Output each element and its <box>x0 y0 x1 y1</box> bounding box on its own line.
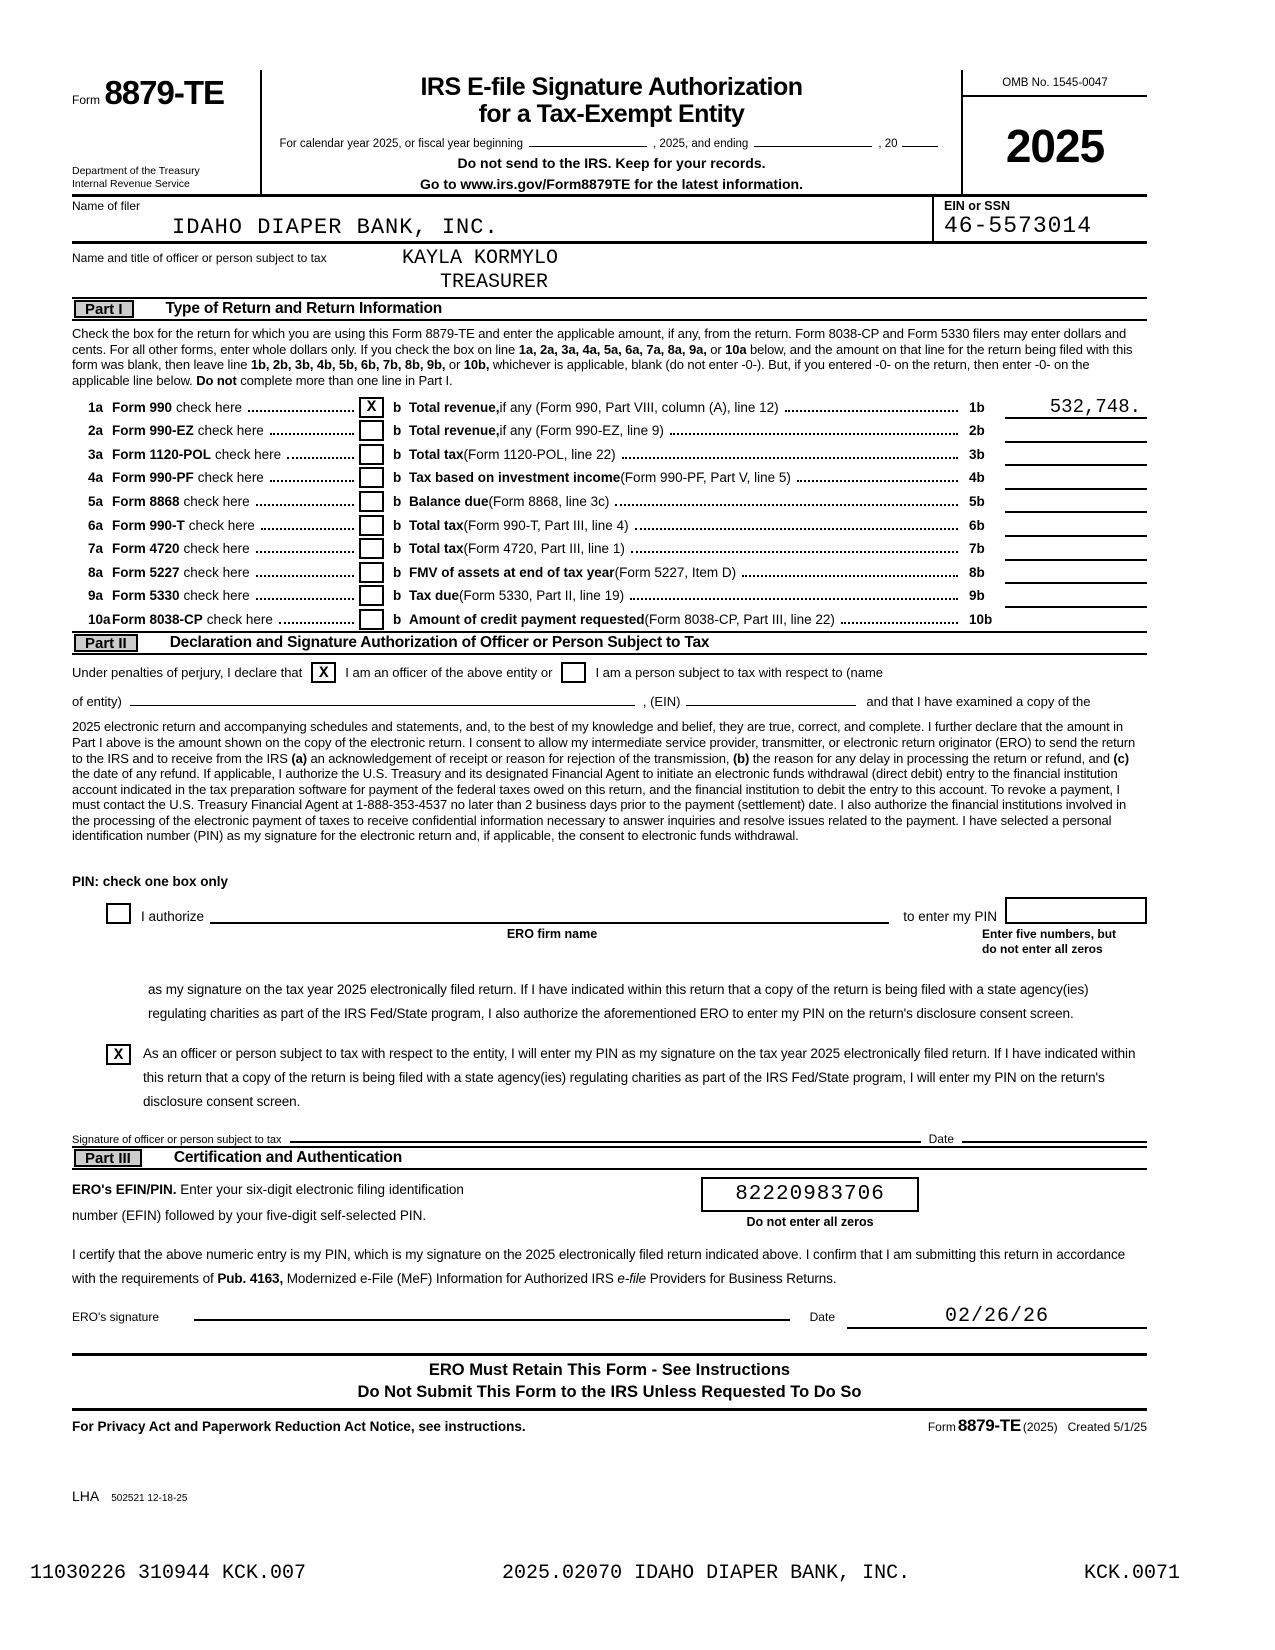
entity-label: of entity) <box>72 694 122 710</box>
form-checkbox[interactable] <box>359 609 384 630</box>
amount-field[interactable] <box>1005 467 1147 490</box>
amount-field[interactable] <box>1005 514 1147 537</box>
dotted-leader <box>785 410 958 412</box>
amount-field[interactable] <box>1005 561 1147 584</box>
calendar-year-line <box>272 135 951 150</box>
amount-field[interactable] <box>1005 490 1147 513</box>
form-checkbox[interactable] <box>359 562 384 583</box>
form-checkbox[interactable]: X <box>359 397 384 418</box>
omb-year-block <box>961 70 1147 194</box>
amount-label-detail: (Form 5227, Item D) <box>614 564 737 580</box>
line-number: 4a <box>88 470 104 486</box>
officer-title-value[interactable]: TREASURER <box>440 271 549 294</box>
dotted-leader <box>631 551 958 553</box>
form-title-line1: IRS E-file Signature Authorization <box>420 73 803 101</box>
ero-signature-field[interactable] <box>194 1307 790 1321</box>
line-number: 8a <box>88 564 104 580</box>
batch-left: 11030226 310944 KCK.007 <box>30 1562 307 1586</box>
line-number: 7a <box>88 541 104 557</box>
fiscal-year-end-field[interactable] <box>754 135 872 147</box>
officer-pin-paragraph: As an officer or person subject to tax with respect to the entity, I will enter my PIN as my signature on the tax year 2025 electronically filed return. If I have indicated within this return that a copy of the return is being filed with a state agency(ies) regulating charities as part of the IRS Fed/State program, I will enter my PIN on the return's disclosure consent screen. <box>143 1046 1136 1110</box>
person-subject-checkbox[interactable] <box>561 662 586 683</box>
amount-label-detail: (Form 8038-CP, Part III, line 22) <box>644 612 835 628</box>
ero-signature-label: ERO's signature <box>72 1310 159 1325</box>
to-enter-pin-label: to enter my PIN <box>903 909 997 925</box>
pin-check-header: PIN: check one box only <box>72 874 229 890</box>
check-here-label: check here <box>215 446 282 462</box>
auth-captions <box>72 927 1147 956</box>
entity-ein-field[interactable] <box>686 692 856 706</box>
amount-line-number: 8b <box>969 564 985 580</box>
authorize-ero-checkbox[interactable] <box>106 903 131 924</box>
line-number: 5a <box>88 494 104 510</box>
line-number: 2a <box>88 423 104 439</box>
sub-line-letter: b <box>393 446 402 462</box>
form-name: Form 5330 <box>112 588 180 604</box>
dotted-leader <box>622 457 958 459</box>
dotted-leader <box>742 575 958 577</box>
amount-label-detail: if any (Form 990-EZ, line 9) <box>499 423 664 439</box>
officer-pin-field[interactable] <box>1005 897 1147 924</box>
amount-field[interactable]: 532,748. <box>1005 396 1147 419</box>
form-word: Form <box>72 93 100 107</box>
amount-label-bold: Total revenue, <box>409 423 500 439</box>
line-number: 9a <box>88 588 104 604</box>
calendar-end: , 20 <box>878 138 898 150</box>
dotted-leader <box>270 433 354 435</box>
form-number: 8879-TE <box>104 74 225 111</box>
check-here-label: check here <box>183 494 250 510</box>
line-number: 1a <box>88 399 104 415</box>
ero-firm-name-caption: ERO firm name <box>506 927 598 942</box>
entity-name-field[interactable] <box>130 692 635 706</box>
amount-field[interactable] <box>1005 585 1147 608</box>
amount-line-number: 5b <box>969 494 985 510</box>
ein-value[interactable]: 46-5573014 <box>944 213 1093 239</box>
enter-five-line2: do not enter all zeros <box>982 941 1103 956</box>
form-checkbox[interactable] <box>359 444 384 465</box>
efin-instructions <box>72 1177 701 1229</box>
check-here-label: check here <box>183 564 250 580</box>
privacy-notice: For Privacy Act and Paperwork Reduction Act Notice, see instructions. <box>72 1419 526 1435</box>
amount-label-detail: (Form 1120-POL, line 22) <box>463 446 616 462</box>
amount-label-detail: (Form 990-T, Part III, line 4) <box>463 517 629 533</box>
check-here-label: check here <box>197 423 264 439</box>
calendar-mid: , 2025, and ending <box>653 138 749 150</box>
part1-instructions: Check the box for the return for which you are using this Form 8879-TE and enter the applicable amount, if any, from the return. Form 8038-CP and Form 5330 filers may enter dollars and cents. For all other forms, enter whole dollars only. If you check the box on line 1a, 2a, 3a, 4a, 5a, 6a, 7a, 8a, 9a, or 10a below, and the amount on that line for the return being filed with this form was blank, then leave line 1b, 2b, 3b, 4b, 5b, 6b, 7b, 8b, 9b, or 10b, whichever is applicable, blank (do not enter -0-). But, if you entered -0- on the return, then enter -0- on the applicable line below. Do not complete more than one line in Part I. <box>72 326 1133 388</box>
form-id-footer <box>928 1416 1147 1436</box>
sub-line-letter: b <box>393 423 402 439</box>
return-line-row <box>72 537 1147 561</box>
perjury-mid: I am an officer of the above entity or <box>345 665 553 681</box>
return-lines <box>72 395 1147 631</box>
efin-text-line1: Enter your six-digit electronic filing identification <box>176 1182 464 1198</box>
amount-field[interactable] <box>1005 443 1147 466</box>
enter-five-numbers-caption <box>982 927 1147 956</box>
check-here-label: check here <box>197 470 264 486</box>
amount-line-number: 10b <box>969 612 993 628</box>
return-line-row <box>72 466 1147 490</box>
amount-label-bold: Tax due <box>409 588 460 604</box>
sub-line-letter: b <box>393 541 402 557</box>
enter-five-line1: Enter five numbers, but <box>982 927 1117 942</box>
part1-title: Type of Return and Return Information <box>165 300 442 317</box>
amount-label-detail: (Form 5330, Part II, line 19) <box>459 588 625 604</box>
retain-line1: ERO Must Retain This Form - See Instructions <box>428 1361 791 1380</box>
check-here-label: check here <box>183 541 250 557</box>
privacy-row <box>72 1416 1147 1436</box>
dotted-leader <box>270 480 354 482</box>
ero-firm-name-field[interactable] <box>210 908 889 924</box>
batch-footer <box>30 1562 1180 1585</box>
sub-line-letter: b <box>393 517 402 533</box>
go-to-note: Go to www.irs.gov/Form8879TE for the latest information. <box>420 176 803 192</box>
part3-header <box>72 1146 1147 1170</box>
omb-number: OMB No. 1545-0047 <box>963 70 1147 97</box>
officer-pin-option <box>72 1042 1147 1114</box>
amount-field[interactable] <box>1005 608 1147 631</box>
ein-label: EIN or SSN <box>944 199 1010 213</box>
amount-label-bold: FMV of assets at end of tax year <box>409 564 615 580</box>
amount-label-detail: (Form 8868, line 3c) <box>488 494 610 510</box>
efin-block <box>72 1177 1147 1229</box>
part2-label: Part II <box>74 634 138 652</box>
officer-date-field[interactable] <box>962 1130 1147 1143</box>
filer-name-value[interactable]: IDAHO DIAPER BANK, INC. <box>172 215 499 240</box>
form-name: Form 990-PF <box>112 470 194 486</box>
filer-row <box>72 197 1147 244</box>
amount-line-number: 1b <box>969 399 985 415</box>
amount-line-number: 2b <box>969 423 985 439</box>
amount-field[interactable] <box>1005 420 1147 443</box>
amount-label-bold: Total tax <box>409 517 464 533</box>
form-title-block <box>260 70 961 194</box>
ero-signature-row <box>72 1305 1147 1329</box>
form-name: Form 990-T <box>112 517 185 533</box>
return-line-row <box>72 584 1147 608</box>
perjury-pre: Under penalties of perjury, I declare that <box>72 665 303 681</box>
as-signature-paragraph: as my signature on the tax year 2025 electronically filed return. If I have indicated within this return that a copy of the return is being filed with a state agency(ies) regulating charities as part of the IRS Fed/State program, I also authorize the aforementioned ERO to enter my PIN on the return's disclosure consent screen. <box>148 982 1089 1022</box>
return-line-row <box>72 490 1147 514</box>
sub-line-letter: b <box>393 470 402 486</box>
fiscal-year-end-yy-field[interactable] <box>902 135 938 147</box>
examined-text: and that I have examined a copy of the <box>866 694 1091 710</box>
footer-form-number: 8879-TE <box>957 1416 1021 1436</box>
line-number: 10a <box>88 612 111 628</box>
entity-line <box>72 692 1147 709</box>
form-checkbox[interactable] <box>359 491 384 512</box>
line-number: 6a <box>88 517 104 533</box>
dotted-leader <box>279 622 354 624</box>
amount-label-bold: Total revenue, <box>409 399 500 415</box>
efin-pin-field[interactable]: 82220983706 <box>701 1177 919 1212</box>
return-line-row <box>72 608 1147 632</box>
check-here-label: check here <box>188 517 255 533</box>
footer-created: Created 5/1/25 <box>1067 1420 1147 1435</box>
form-name: Form 990-EZ <box>112 423 194 439</box>
footer-form-year: (2025) <box>1022 1420 1058 1435</box>
form-checkbox[interactable] <box>359 585 384 606</box>
officer-label: Name and title of officer or person subject to tax <box>72 251 327 265</box>
amount-label-detail: if any (Form 990, Part VIII, column (A), line 12) <box>499 399 779 415</box>
form-name: Form 5227 <box>112 564 180 580</box>
amount-label-bold: Balance due <box>409 494 489 510</box>
fiscal-year-begin-field[interactable] <box>529 135 647 147</box>
line-number: 3a <box>88 446 104 462</box>
form-checkbox[interactable] <box>359 467 384 488</box>
form-title-line2: for a Tax-Exempt Entity <box>478 100 745 128</box>
form-name: Form 990 <box>112 399 173 415</box>
no-zeros-caption: Do not enter all zeros <box>746 1215 874 1230</box>
dotted-leader <box>261 528 354 530</box>
return-line-row <box>72 419 1147 443</box>
form-name: Form 8038-CP <box>112 612 203 628</box>
form-name: Form 1120-POL <box>112 446 212 462</box>
amount-label-bold: Amount of credit payment requested <box>409 612 645 628</box>
return-line-row <box>72 395 1147 419</box>
return-line-row <box>72 443 1147 467</box>
form-checkbox[interactable] <box>359 420 384 441</box>
dotted-leader <box>287 457 354 459</box>
part3-label: Part III <box>74 1149 142 1167</box>
part2-title: Declaration and Signature Authorization of Officer or Person Subject to Tax <box>169 634 710 652</box>
officer-signature-label: Signature of officer or person subject to tax <box>72 1134 282 1147</box>
amount-line-number: 7b <box>969 541 985 557</box>
perjury-line <box>72 662 1147 683</box>
amount-line-number: 4b <box>969 470 985 486</box>
part3-title: Certification and Authentication <box>173 1149 402 1167</box>
agency-line2: Internal Revenue Service <box>72 178 190 190</box>
form-name: Form 4720 <box>112 541 180 557</box>
efin-text-line2: number (EFIN) followed by your five-digit self-selected PIN. <box>72 1208 427 1224</box>
do-not-send-note: Do not send to the IRS. Keep for your records. <box>457 155 766 171</box>
agency-line1: Department of the Treasury <box>72 165 200 177</box>
amount-line-number: 3b <box>969 446 985 462</box>
amount-label-bold: Total tax <box>409 446 464 462</box>
dotted-leader <box>248 410 354 412</box>
form-checkbox[interactable] <box>359 538 384 559</box>
lha-row <box>72 1488 1147 1504</box>
check-here-label: check here <box>206 612 273 628</box>
calendar-pre: For calendar year 2025, or fiscal year beginning <box>279 138 524 150</box>
check-here-label: check here <box>183 588 250 604</box>
return-line-row <box>72 561 1147 585</box>
tax-year: 2025 <box>1005 119 1105 172</box>
officer-name-value[interactable]: KAYLA KORMYLO <box>402 247 559 270</box>
dotted-leader <box>256 551 354 553</box>
check-here-label: check here <box>176 399 243 415</box>
officer-row <box>72 244 1147 297</box>
part1-label: Part I <box>74 300 134 318</box>
footer-form-word: Form <box>927 1420 956 1435</box>
part1-header <box>72 297 1147 321</box>
officer-enter-pin-checkbox[interactable]: X <box>106 1044 131 1065</box>
officer-date-label: Date <box>928 1132 954 1147</box>
amount-line-number: 6b <box>969 517 985 533</box>
amount-field[interactable] <box>1005 538 1147 561</box>
dotted-leader <box>256 598 354 600</box>
lha-code: 502521 12-18-25 <box>111 1493 188 1505</box>
form-header <box>72 70 1147 197</box>
dotted-leader <box>635 528 958 530</box>
retain-notice <box>72 1353 1147 1411</box>
ero-date-label: Date <box>809 1310 835 1325</box>
part2-header <box>72 631 1147 655</box>
officer-signature-row <box>72 1130 1147 1146</box>
dotted-leader <box>256 575 354 577</box>
return-line-row <box>72 513 1147 537</box>
dotted-leader <box>630 598 958 600</box>
authorize-label: I authorize <box>141 909 205 925</box>
dotted-leader <box>615 504 958 506</box>
officer-signature-field[interactable] <box>290 1130 921 1143</box>
efin-label: ERO's EFIN/PIN. <box>72 1182 177 1198</box>
amount-label-bold: Tax based on investment income <box>409 470 621 486</box>
dotted-leader <box>670 433 958 435</box>
sub-line-letter: b <box>393 588 402 604</box>
dotted-leader <box>797 480 958 482</box>
perjury-end: I am a person subject to tax with respect to (name <box>595 665 884 681</box>
batch-right: KCK.0071 <box>1083 1562 1180 1586</box>
amount-label-detail: (Form 4720, Part III, line 1) <box>463 541 625 557</box>
dotted-leader <box>256 504 354 506</box>
form-number-block <box>72 70 260 194</box>
entity-ein-label: , (EIN) <box>642 694 681 710</box>
amount-label-detail: (Form 990-PF, Part V, line 5) <box>620 470 791 486</box>
ero-authorize-row <box>72 897 1147 924</box>
sub-line-letter: b <box>393 564 402 580</box>
retain-line2: Do Not Submit This Form to the IRS Unless Requested To Do So <box>357 1383 862 1402</box>
certify-paragraph: I certify that the above numeric entry is my PIN, which is my signature on the 2025 electronically filed return indicated above. I confirm that I am submitting this return in accordance with the requirements of Pub. 4163, Modernized e-File (MeF) Information for Authorized IRS e-file Providers for Business Returns. <box>72 1247 1126 1287</box>
dotted-leader <box>841 622 958 624</box>
form-checkbox[interactable] <box>359 515 384 536</box>
form-name: Form 8868 <box>112 494 180 510</box>
sub-line-letter: b <box>393 399 402 415</box>
declaration-paragraph: 2025 electronic return and accompanying schedules and statements, and, to the best of my knowledge and belief, they are true, correct, and complete. I further declare that the amount in Part I above is the amount shown on the copy of the electronic return. I consent to allow my intermediate service provider, transmitter, or electronic return originator (ERO) to send the return to the IRS and to receive from the IRS (a) an acknowledgement of receipt or reason for rejection of the transmission, (b) the reason for any delay in processing the return or refund, and (c) the date of any refund. If applicable, I authorize the U.S. Treasury and its designated Financial Agent to initiate an electronic funds withdrawal (direct debit) entry to the financial institution account indicated in the tax preparation software for payment of the federal taxes owed on this return, and the financial institution to debit the entry to this account. To revoke a payment, I must contact the U.S. Treasury Financial Agent at 1-888-353-4537 no later than 2 business days prior to the payment (settlement) date. I also authorize the financial institutions involved in the processing of the electronic payment of taxes to receive confidential information necessary to answer inquiries and resolve issues related to the payment. I have selected a personal identification number (PIN) as my signature for the electronic return and, if applicable, the consent to electronic funds withdrawal. <box>72 719 1136 844</box>
officer-checkbox[interactable]: X <box>311 662 336 683</box>
lha-mark: LHA <box>72 1488 100 1505</box>
sub-line-letter: b <box>393 494 402 510</box>
batch-mid: 2025.02070 IDAHO DIAPER BANK, INC. <box>502 1562 911 1586</box>
sub-line-letter: b <box>393 612 402 628</box>
amount-line-number: 9b <box>969 588 985 604</box>
ero-date-value[interactable]: 02/26/26 <box>847 1305 1147 1329</box>
amount-label-bold: Total tax <box>409 541 464 557</box>
name-of-filer-label: Name of filer <box>72 199 141 213</box>
